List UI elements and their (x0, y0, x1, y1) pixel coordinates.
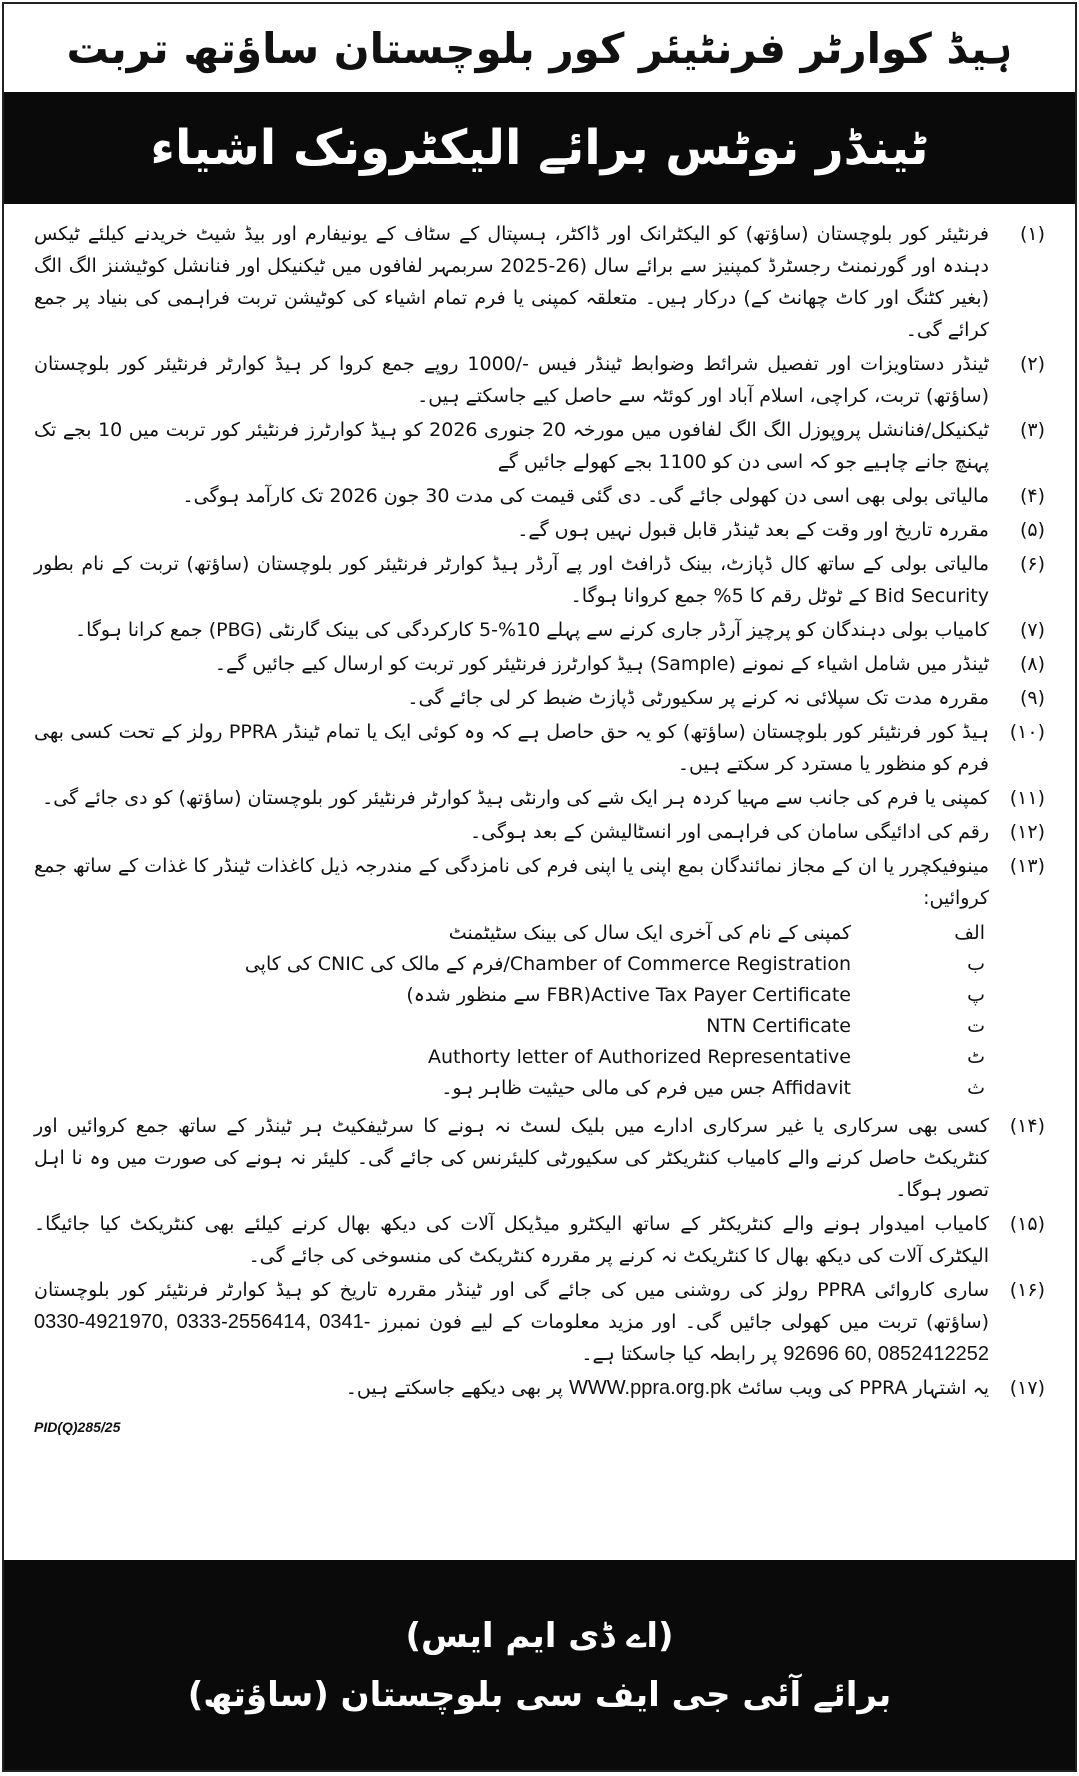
signatory-title: (اے ڈی ایم ایس) (405, 1616, 674, 1656)
item-text-tail: پر رابطہ کیا جاسکتا ہے۔ (581, 1343, 778, 1365)
item-number: (۱۴) (1009, 1115, 1045, 1137)
item-text-main: ٹینڈر دستاویزات اور تفصیل شرائط وضوابط ٹینڈر فیس -/1000 روپے جمع کروا کر ہیڈ کوارٹر فرنٹیئر کور بلوچستان (ساؤتھ) تربت، کراچی، اسلام آباد اور کوئٹہ سے حاصل کیے جاسکتے ہیں۔ (34, 353, 990, 407)
item-text (34, 480, 989, 512)
list-item (34, 1274, 1045, 1370)
documents-list (34, 918, 1045, 1104)
item-number: (۱۷) (1009, 1377, 1045, 1399)
list-item (34, 1208, 1045, 1272)
item-text (34, 816, 989, 848)
item-text-main: کامیاب بولی دہندگان کو پرچیز آرڈر جاری کرنے سے پہلے 10%-5 کارکردگی کی بینک گارنٹی (PBG) جمع کرانا ہوگا۔ (74, 619, 989, 641)
pid-row (34, 1410, 1045, 1443)
item-text (34, 1110, 989, 1206)
item-number: (۱۰) (1009, 721, 1045, 743)
item-number: (۱۵) (1009, 1213, 1045, 1235)
item-text (34, 548, 989, 612)
item-number: (۶) (1019, 553, 1045, 575)
item-text-main: ٹیکنیکل/فنانشل پروپوزل الگ الگ لفافوں میں مورخہ 20 جنوری 2026 کو ہیڈ کوارٹرز فرنٹیئر کور تربت میں 10 بجے تک پہنچ جانے چاہیے جو کہ اسی دن کو 1100 بجے کھولے جائیں گے (34, 419, 990, 473)
item-text (34, 1372, 989, 1404)
item-text-main: مالیاتی بولی کے ساتھ کال ڈپازٹ، بینک ڈرافٹ اور پے آرڈر ہیڈ کوارٹر فرنٹیئر کور بلوچستان (ساؤتھ) تربت کے نام بطور Bid Security کے ٹوٹل رقم کا 5% جمع کروانا ہوگا۔ (34, 553, 989, 607)
list-item (34, 480, 1045, 512)
item-number: (۱۶) (1009, 1279, 1045, 1301)
list-item (34, 716, 1045, 780)
item-text-main: فرنٹیئر کور بلوچستان (ساؤتھ) کو الیکٹرانک اور ڈاکٹر، ہسپتال کے سٹاف کے یونیفارم اور بیڈ شیٹ خریدنے کیلئے ٹیکس دہندہ اور گورنمنٹ رجسٹرڈ کمپنیز سے برائے سال (26-2025 سربمہر لفافوں میں ٹیکنیکل اور فنانشل کوٹیشنز الگ الگ (بغیر کٹنگ اور کاٹ چھانٹ کے) درکار ہیں۔ متعلقہ کمپنی یا فرم تمام اشیاء کی کوٹیشن تربت فراہمی کی بنیاد پر جمع کرائے گی۔ (34, 223, 990, 341)
document-label: الف (954, 922, 985, 944)
item-number: (۳) (1019, 419, 1045, 441)
list-item (34, 1372, 1045, 1404)
document-text: Authorty letter of Authorized Representative (427, 1046, 851, 1068)
list-item (34, 682, 1045, 714)
item-number: (۱۱) (1009, 787, 1045, 809)
item-text (34, 1208, 989, 1272)
document-requirement (34, 1042, 985, 1073)
item-text (34, 716, 989, 780)
item-text (34, 348, 989, 412)
list-item (34, 414, 1045, 478)
item-text (34, 1274, 989, 1370)
item-text-main: کامیاب امیدوار ہونے والے کنٹریکٹر کے ساتھ الیکٹرو میڈیکل آلات کی دیکھ بھال کرنے کیلئے بھی کنٹریکٹ کیا جائیگا۔ الیکٹرک آلات کی دیکھ بھال کا کنٹریکٹ نہ کرنے پر مقررہ کنٹریکٹ کی منسوخی کی جائے گی۔ (34, 1213, 989, 1267)
ppra-website-link[interactable]: WWW.ppra.org.pk (569, 1377, 732, 1399)
document-text: کمپنی کے نام کی آخری ایک سال کی بینک سٹیٹمنٹ (448, 922, 851, 944)
list-item (34, 782, 1045, 814)
phone-numbers: 0330-4921970, 0333-2556414, 0341-92696 60, 0852412252 (34, 1311, 989, 1365)
document-text: NTN Certificate (706, 1015, 851, 1037)
list-item (34, 648, 1045, 680)
document-label: ب (967, 953, 985, 975)
item-text-main: ساری کاروائی PPRA رولز کی روشنی میں کی جائے گی اور ٹینڈر مقررہ تاریخ کو ہیڈ کوارٹر فرنٹیئر کور بلوچستان (ساؤتھ) تربت میں کھولی جائیں گی۔ اور مزید معلومات کے لیے فون نمبرز (34, 1279, 989, 1333)
item-number: (۷) (1019, 619, 1045, 641)
item-number: (۲) (1019, 353, 1045, 375)
item-text-main: مقررہ تاریخ اور وقت کے بعد ٹینڈر قابل قبول نہیں ہوں گے۔ (517, 519, 989, 541)
item-text-main: مینوفیکچرر یا ان کے مجاز نمائندگان بمع اپنی یا اپنی فرم کی نامزدگی کے مندرجہ ذیل کاغذات ٹینڈر کا غذات کے ساتھ جمع کروائیں: (34, 855, 989, 909)
item-text (34, 682, 989, 714)
item-number: (۹) (1019, 687, 1045, 709)
organization-heading: ہیڈ کوارٹر فرنٹیئر کور بلوچستان ساؤتھ تربت (66, 23, 1013, 73)
document-requirement (34, 1073, 985, 1104)
document-label: ٹ (967, 1046, 985, 1068)
signature-block (4, 1560, 1075, 1770)
document-requirement (34, 980, 985, 1011)
item-text (34, 218, 989, 346)
notice-title-banner (4, 92, 1075, 204)
notice-body (4, 204, 1075, 1560)
pid-number: PID(Q)285/25 (34, 1419, 121, 1435)
document-text: Affidavit جس میں فرم کی مالی حیثیت ظاہر ہو۔ (441, 1077, 851, 1099)
document-requirement (34, 1011, 985, 1042)
document-label: ت (967, 1015, 985, 1037)
list-item (34, 1110, 1045, 1206)
item-text-main: مقررہ مدت تک سپلائی نہ کرنے پر سکیورٹی ڈپازٹ ضبط کر لی جائے گی۔ (407, 687, 989, 709)
item-number: (۱۲) (1009, 821, 1045, 843)
list-item (34, 816, 1045, 848)
document-label: ث (967, 1077, 985, 1099)
clauses-list-continued (34, 1110, 1045, 1404)
signatory-office: برائے آئی جی ایف سی بلوچستان (ساؤتھ) (187, 1675, 892, 1715)
item-text-main: رقم کی ادائیگی سامان کی فراہمی اور انسٹالیشن کے بعد ہوگی۔ (469, 821, 989, 843)
item-number: (۸) (1019, 653, 1045, 675)
document-text: Active Tax Payer Certificate(FBR سے منظور شدہ) (406, 984, 851, 1006)
document-text: Chamber of Commerce Registration/فرم کے مالک کی CNIC کی کاپی (244, 953, 851, 975)
document-label: پ (967, 984, 985, 1006)
list-item (34, 514, 1045, 546)
item-number: (۵) (1019, 519, 1045, 541)
item-number: (۱۳) (1009, 855, 1045, 877)
item-text (34, 648, 989, 680)
list-item (34, 348, 1045, 412)
list-item (34, 218, 1045, 346)
item-text-main: یہ اشتہار PPRA کی ویب سائٹ (737, 1377, 989, 1399)
tender-notice (2, 2, 1077, 1772)
list-item (34, 614, 1045, 646)
item-text (34, 414, 989, 478)
list-item (34, 850, 1045, 914)
item-number: (۴) (1019, 485, 1045, 507)
item-text-tail: پر بھی دیکھے جاسکتے ہیں۔ (345, 1377, 563, 1399)
list-item (34, 548, 1045, 612)
document-requirement (34, 949, 985, 980)
item-text (34, 782, 989, 814)
item-text (34, 514, 989, 546)
notice-title: ٹینڈر نوٹس برائے الیکٹرونک اشیاء (150, 120, 929, 176)
clauses-list (34, 218, 1045, 914)
item-text (34, 614, 989, 646)
item-text-main: کمپنی یا فرم کی جانب سے مہیا کردہ ہر ایک شے کی وارنٹی ہیڈ کوارٹر فرنٹیئر کور بلوچستان (ساؤتھ) کو دی جائے گی۔ (42, 787, 989, 809)
document-requirement (34, 918, 985, 949)
item-text-main: ٹینڈر میں شامل اشیاء کے نمونے (Sample) ہیڈ کوارٹرز فرنٹیئر کور تربت کو ارسال کیے جائیں گے۔ (214, 653, 989, 675)
item-text-main: مالیاتی بولی بھی اسی دن کھولی جائے گی۔ دی گئی قیمت کی مدت 30 جون 2026 تک کارآمد ہوگی۔ (182, 485, 989, 507)
item-text (34, 850, 989, 914)
item-text-main: ہیڈ کور فرنٹیئر کور بلوچستان (ساؤتھ) کو یہ حق حاصل ہے کہ وہ کوئی ایک یا تمام ٹینڈر PPRA رولز کے تحت کسی بھی فرم کو منظور یا مسترد کر سکتے ہیں۔ (34, 721, 989, 775)
item-number: (۱) (1019, 223, 1045, 245)
item-text-main: کسی بھی سرکاری یا غیر سرکاری ادارے میں بلیک لسٹ نہ ہونے کا سرٹیفکیٹ ہر ٹینڈر کے ساتھ جمع کروائیں اور کنٹریکٹ حاصل کرنے والے کامیاب کنٹریکٹر کی سکیورٹی کلیئرنس کی جائے گی۔ کلیئر نہ ہونے کی صورت میں وہ نا اہل تصور ہوگا۔ (34, 1115, 989, 1201)
